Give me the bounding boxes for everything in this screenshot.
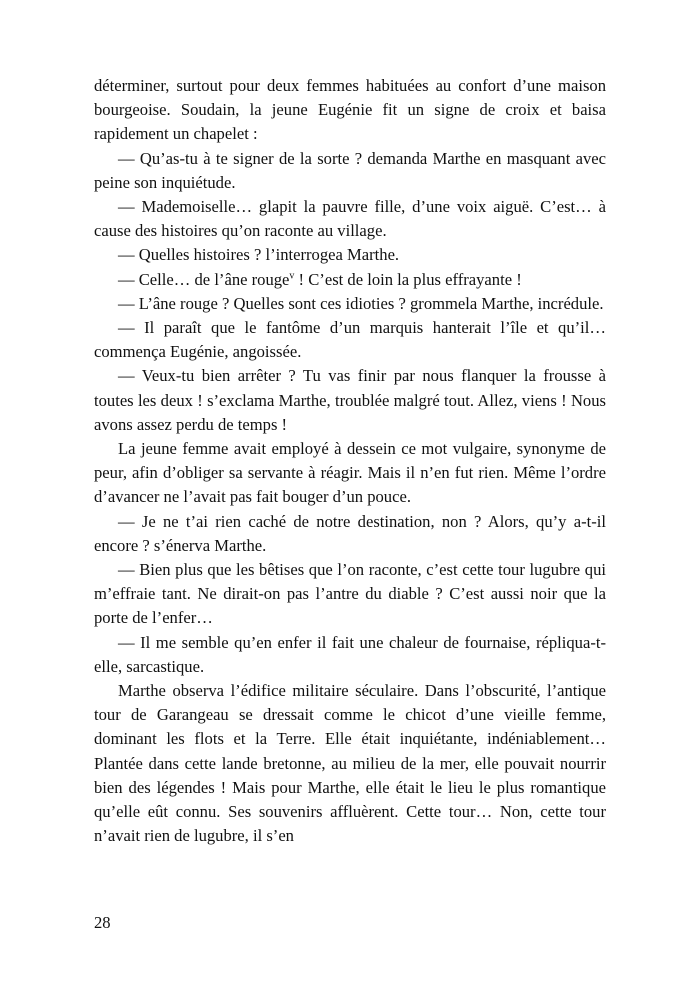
dialogue-paragraph: — Je ne t’ai rien caché de notre destination, non ? Alors, qu’y a-t-il encore ? s’énerva Marthe.	[94, 511, 606, 555]
dialogue-paragraph: — Quelles histoires ? l’interrogea Marthe.	[118, 245, 400, 265]
paragraph-continuation: déterminer, surtout pour deux femmes habituées au confort d’une maison bourgeoise. Soudain, la jeune Eugénie fit un signe de croix et baisa rapidement un chapelet :	[94, 76, 606, 144]
dialogue-paragraph: — Il paraît que le fantôme d’un marquis hanterait l’île et qu’il… commença Eugénie, angoissée.	[94, 318, 606, 362]
dialogue-text-after-footnote: ! C’est de loin la plus effrayante !	[294, 269, 522, 289]
footnote-marker: v	[289, 270, 295, 282]
dialogue-paragraph: — Qu’as-tu à te signer de la sorte ? demanda Marthe en masquant avec peine son inquiétude.	[94, 148, 606, 192]
body-text	[94, 74, 606, 849]
dialogue-paragraph-with-footnote	[94, 268, 606, 292]
dialogue-paragraph: — Bien plus que les bêtises que l’on raconte, c’est cette tour lugubre qui m’effraie tant. Ne dirait-on pas l’antre du diable ? C’est aussi noir que la porte de l’enfer…	[94, 560, 606, 628]
dialogue-paragraph: — L’âne rouge ? Quelles sont ces idioties ? grommela Marthe, incrédule.	[118, 293, 604, 313]
page-number: 28	[94, 913, 111, 932]
dialogue-paragraph: — Il me semble qu’en enfer il fait une chaleur de fournaise, répliqua-t-elle, sarcastique.	[94, 632, 606, 676]
narrative-paragraph: La jeune femme avait employé à dessein ce mot vulgaire, synonyme de peur, afin d’obliger sa servante à réagir. Mais il n’en fut rien. Même l’ordre d’avancer ne l’avait pas fait bouger d’un pouce.	[94, 439, 606, 507]
dialogue-paragraph: — Mademoiselle… glapit la pauvre fille, d’une voix aiguë. C’est… à cause des histoires qu’on raconte au village.	[94, 197, 606, 241]
dialogue-text-before-footnote: — Celle… de l’âne rouge	[118, 269, 290, 289]
narrative-paragraph: Marthe observa l’édifice militaire séculaire. Dans l’obscurité, l’antique tour de Garangeau se dressait comme le chicot d’une vieille femme, dominant les flots et la Terre. Elle était inquiétante, indéniablement… Plantée dans cette lande bretonne, au milieu de la mer, elle pouvait nourrir bien des légendes ! Mais pour Marthe, elle était le lieu le plus romantique qu’elle eût connu. Ses souvenirs affluèrent. Cette tour… Non, cette tour n’avait rien de lugubre, il s’en	[94, 681, 606, 846]
dialogue-paragraph: — Veux-tu bien arrêter ? Tu vas finir par nous flanquer la frousse à toutes les deux ! s’exclama Marthe, troublée malgré tout. Allez, viens ! Nous avons assez perdu de temps !	[94, 366, 606, 434]
